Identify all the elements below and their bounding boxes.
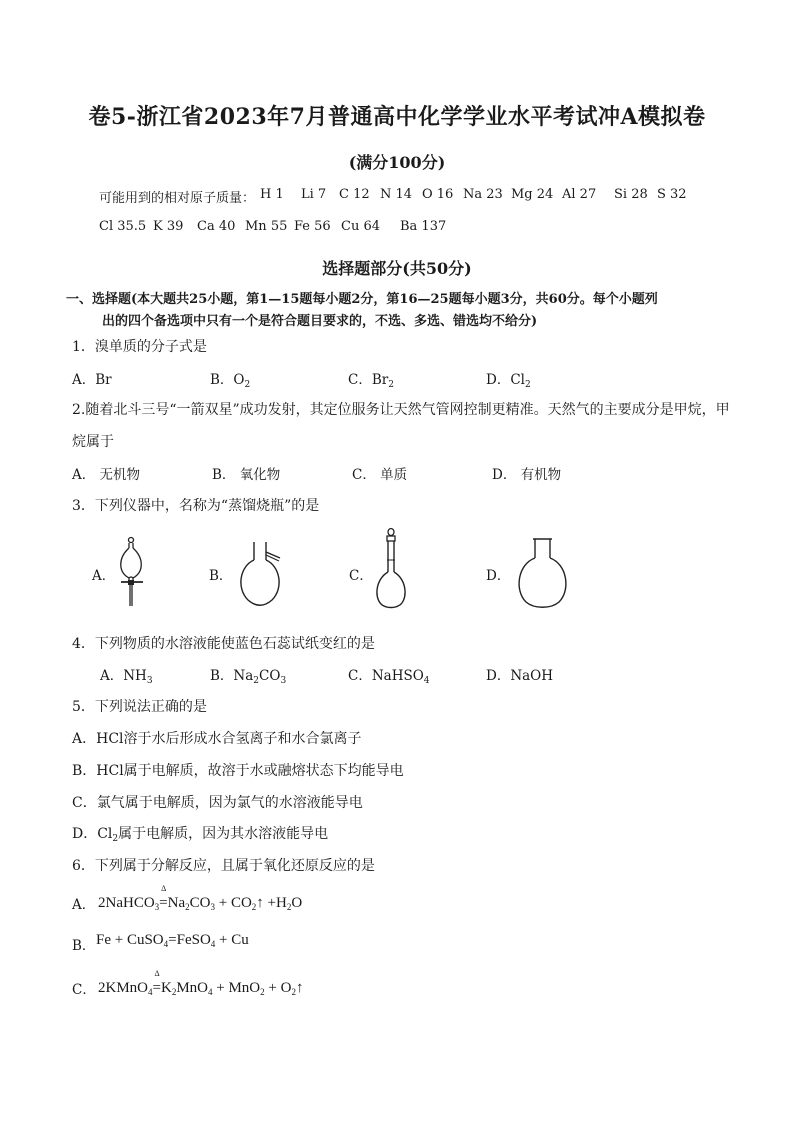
q2-option-b: B． 氧化物 — [212, 467, 281, 483]
q6-option-a-label: A． — [72, 897, 96, 913]
atomic-mass-list — [0, 0, 794, 240]
atomic-mass-item: S 32 — [657, 187, 687, 202]
q6-option-a-equation: 2NaHCO$_3$ Δ $=Na_2CO_3$ + $CO_2↑ +H_2O$ — [98, 884, 303, 912]
q3-option-d: D． — [486, 568, 511, 584]
atomic-mass-item: Mn 55 — [245, 219, 288, 234]
atomic-mass-item: Mg 24 — [511, 187, 554, 202]
q4-option-a: A．$NH_3$ — [100, 668, 153, 686]
q3-option-b: B． — [209, 568, 233, 584]
volumetric-flask-image — [372, 528, 412, 610]
q3-option-a: A． — [92, 568, 116, 584]
atomic-mass-item: N 14 — [380, 187, 413, 202]
q3-option-c: C． — [349, 568, 373, 584]
question-3-stem: 3．下列仪器中，名称为“蒸馏烧瓶”的是 — [72, 498, 320, 514]
section-instructions — [66, 289, 726, 333]
atomic-mass-item: K 39 — [153, 219, 184, 234]
question-2-stem-line-1: 2.随着北斗三号“一箭双星”成功发射，其定位服务让天然气管网控制更精准。天然气的主要成分是甲烷，甲 — [72, 402, 730, 418]
separatory-funnel-image — [112, 536, 152, 608]
atomic-mass-item: Ca 40 — [197, 219, 236, 234]
atomic-mass-item: H 1 — [260, 187, 284, 202]
question-1-stem: 1．溴单质的分子式是 — [72, 339, 207, 355]
question-6-stem: 6．下列属于分解反应，且属于氧化还原反应的是 — [72, 858, 375, 874]
q2-option-a: A． 无机物 — [72, 467, 141, 483]
q1-option-c: C．$Br_2$ — [348, 372, 394, 390]
atomic-mass-item: Na 23 — [463, 187, 503, 202]
atomic-mass-item: Si 28 — [614, 187, 648, 202]
atomic-mass-item: Ba 137 — [400, 219, 447, 234]
q4-option-b: B．$Na_2CO_3$ — [210, 668, 287, 686]
atomic-mass-item: C 12 — [339, 187, 370, 202]
distillation-flask-image — [238, 540, 288, 608]
question-4-stem: 4．下列物质的水溶液能使蓝色石蕊试纸变红的是 — [72, 636, 375, 652]
q1-option-b: B．$O_2$ — [210, 372, 251, 390]
q6-option-c-equation: 2KMnO$_4$ Δ $=K_2MnO_4 + MnO_2$ + $O_2↑$ — [98, 969, 304, 997]
q5-option-c: C．氯气属于电解质，因为氯气的水溶液能导电 — [72, 795, 363, 811]
heat-symbol: Δ — [154, 969, 160, 978]
full-score: (满分100分) — [348, 153, 446, 172]
exam-title: 卷5-浙江省2023年7月普通高中化学学业水平考试冲A模拟卷 — [88, 104, 706, 130]
atomic-mass-item: Li 7 — [301, 187, 327, 202]
question-5-stem: 5．下列说法正确的是 — [72, 699, 207, 715]
round-bottom-flask-image — [514, 536, 574, 610]
atomic-mass-label: 可能用到的相对原子质量： — [99, 191, 256, 206]
q1-option-d: D．$Cl_2$ — [486, 372, 531, 390]
q1-option-a: A．Br — [72, 372, 112, 388]
q6-option-c-label: C． — [72, 982, 96, 998]
atomic-mass-item: Al 27 — [562, 187, 597, 202]
atomic-mass-item: Cu 64 — [341, 219, 380, 234]
q5-option-a: A．HCl溶于水后形成水合氢离子和水合氯离子 — [72, 731, 362, 747]
q5-option-d: D．$Cl_2$属于电解质，因为其水溶液能导电 — [72, 826, 329, 844]
q6-option-b-equation: Fe + CuSO$_4$=FeSO$_4$ + Cu — [96, 932, 249, 949]
q4-option-c: C．NaHSO$_4$ — [348, 668, 430, 686]
section-title: 选择题部分(共50分) — [322, 259, 472, 278]
q6-option-b-label: B． — [72, 938, 96, 954]
q2-option-c: C． 单质 — [352, 467, 408, 483]
q5-option-b: B．HCl属于电解质，故溶于水或融熔状态下均能导电 — [72, 763, 404, 779]
atomic-mass-item: Cl 35.5 — [99, 219, 147, 234]
instructions-line-1: 一、选择题(本大题共25小题，第1—15题每小题2分，第16—25题每小题3分，共60分。每个小题列 — [66, 292, 658, 307]
q4-option-d: D．NaOH — [486, 668, 554, 684]
atomic-mass-item: Fe 56 — [294, 219, 331, 234]
instructions-line-2: 出的四个备选项中只有一个是符合题目要求的，不选、多选、错选均不给分) — [102, 314, 538, 329]
question-2-stem-line-2: 烷属于 — [72, 434, 114, 450]
heat-symbol: Δ — [161, 884, 167, 893]
q2-option-d: D． 有机物 — [492, 467, 562, 483]
atomic-mass-item: O 16 — [422, 187, 454, 202]
